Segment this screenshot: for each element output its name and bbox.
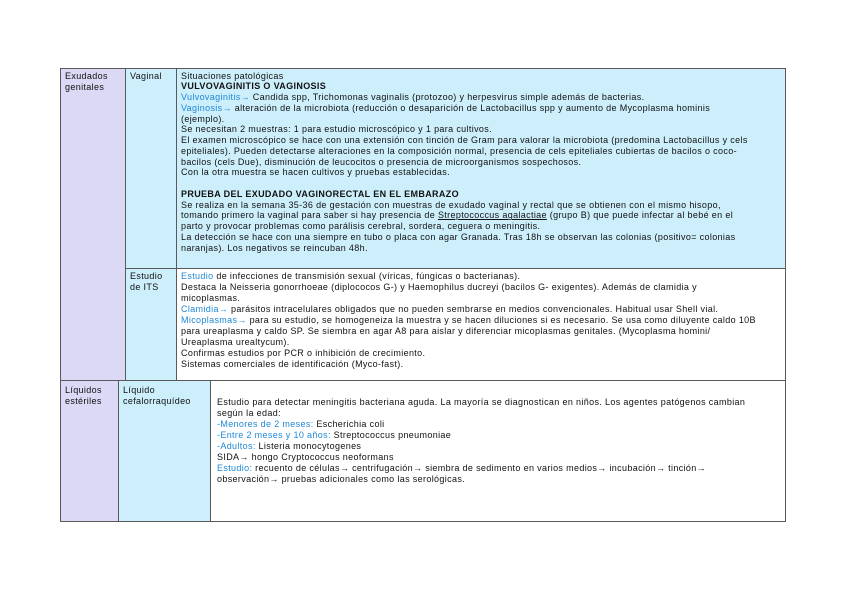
text-segment: Candida spp, Trichomonas vaginalis (protozoo) y herpesvirus simple además de bacterias. [249,92,645,102]
section-heading: VULVOVAGINITIS O VAGINOSIS [181,81,327,92]
subcategory-cell-its [125,268,177,381]
subcategory-label: Estudio de ITS [130,270,163,292]
text-segment: según la edad: [217,407,281,418]
text-line [181,282,781,293]
highlighted-term: Clamidia→ [181,303,229,314]
text-segment: parásitos intracelulares obligados que no pueden sembrarse en medios convencionales. Habitual usar Shell vial. [228,303,719,314]
text-line [181,124,781,135]
category-label: Líquidos estériles [65,384,102,406]
text-segment: para ureaplasma y caldo SP. Se siembra en agar A8 para aislar y diferenciar micoplasmas genitales. (Mycoplasma homini/ [181,325,711,336]
text-segment: micoplasmas. [181,292,241,303]
text-line [217,463,779,474]
text-line [181,71,781,82]
text-line [181,293,781,304]
highlighted-term: Vulvovaginitis→ [181,92,250,102]
blank-line [181,178,781,189]
highlighted-term: Estudio: [217,462,253,473]
text-segment: bacilos (cels Due), disminución de leucocitos o presencia de microorganismos sospechosos. [181,156,582,167]
text-segment: Listeria monocytogenes [255,440,362,451]
text-line [181,337,781,348]
content-cell-vaginal [176,68,786,269]
highlighted-term: -Adultos: [217,440,256,451]
text-segment: Destaca la Neisseria gonorrhoeae (diplococos G-) y Haemophilus ducreyi (bacilos G- exigentes). Además de clamidia y [181,281,697,292]
text-line [181,135,781,146]
text-line [181,315,781,326]
text-segment: parto y provocar problemas como parálisis cerebral, sordera, ceguera o meningitis. [181,221,541,231]
text-segment: Sistemas comerciales de identificación (Myco-fast). [181,358,404,369]
content-cell-lcr [210,380,786,522]
text-line [181,167,781,178]
text-line [217,397,779,408]
text-segment: Se realiza en la semana 35-36 de gestación con muestras de exudado vaginal y rectal que se obtienen con el mismo hisopo, [181,199,721,210]
text-segment: (grupo B) que puede infectar al bebé en el [546,210,734,221]
category-cell-exudados-genitales [60,68,126,381]
text-segment: SIDA→ hongo Cryptococcus neoformans [217,451,394,462]
subcategory-cell-vaginal [125,68,177,269]
highlighted-term: Vaginosis→ [181,102,232,113]
text-segment: tomando primero la vaginal para saber si hay presencia de [181,210,438,221]
text-line [181,189,781,200]
text-segment: Estudio para detectar meningitis bacteriana aguda. La mayoría se diagnostican en niños. Los agentes patógenos cambian [217,396,746,407]
text-segment: Escherichia coli [313,418,385,429]
text-segment: para su estudio, se homogeneiza la muestra y se hacen diluciones si es necesario. Se usa como diluyente caldo 10B [246,314,756,325]
subcategory-label: Líquido cefalorraquídeo [123,384,191,406]
subcategory-label: Vaginal [130,70,162,81]
text-line [181,210,781,221]
text-line [181,200,781,211]
highlighted-term: Micoplasmas→ [181,314,247,325]
section-heading: PRUEBA DEL EXUDADO VAGINORECTAL EN EL EMBARAZO [181,188,459,199]
highlighted-term: -Menores de 2 meses: [217,418,314,429]
text-line [217,419,779,430]
highlighted-term: -Entre 2 meses y 10 años: [217,429,331,440]
text-line [181,326,781,337]
text-line [181,157,781,168]
underlined-term: Streptococcus agalactiae [437,210,547,221]
text-line [181,114,781,125]
highlighted-term: Estudio [181,270,214,281]
text-segment: (ejemplo). [181,113,225,124]
text-line [181,232,781,243]
text-line [181,92,781,103]
text-line [217,430,779,441]
text-segment: El examen microscópico se hace con una extensión con tinción de Gram para valorar la microbiota (predomina Lactobacillus y cels [181,135,748,145]
text-line [217,474,779,485]
text-line [181,271,781,282]
text-segment: Se necesitan 2 muestras: 1 para estudio microscópico y 1 para cultivos. [181,124,492,135]
content-cell-its [176,268,786,381]
text-segment: alteración de la microbiota (reducción o desaparición de Lactobacillus spp y aumento de Mycoplasma hominis [231,102,711,113]
text-segment: naranjas). Los negativos se reincuban 48h. [181,242,368,253]
text-line [181,103,781,114]
category-cell-liquidos-esteriles [60,380,119,522]
subcategory-cell-lcr [118,380,211,522]
text-line [217,441,779,452]
text-segment: Situaciones patológicas [181,70,284,81]
text-line [181,221,781,232]
text-line [181,81,781,92]
text-segment: epiteliales). Pueden detectarse alteraciones en la composición normal, presencia de cels epiteliales cubiertas de bacilos o coco- [181,145,737,156]
text-segment: Ureaplasma urealtycum). [181,336,290,347]
text-line [181,359,781,370]
text-segment: Streptococcus pneumoniae [330,429,452,440]
text-line [181,348,781,359]
text-line [217,452,779,463]
text-line [181,243,781,254]
text-line [181,304,781,315]
text-segment: observación→ pruebas adicionales como las serológicas. [217,473,466,484]
text-line [181,146,781,157]
category-label: Exudados genitales [65,70,108,92]
text-segment: de infecciones de transmisión sexual (víricas, fúngicas o bacterianas). [213,270,521,281]
text-segment: recuento de células→ centrifugación→ siembra de sedimento en varios medios→ incubación→ tinción→ [252,462,706,473]
text-segment: La detección se hace con una siempre en tubo o placa con agar Granada. Tras 18h se observan las colonias (positivo= colonias [181,231,736,242]
text-segment: Confirmas estudios por PCR o inhibición de crecimiento. [181,347,426,358]
text-line [217,408,779,419]
text-segment: Con la otra muestra se hacen cultivos y pruebas establecidas. [181,167,450,178]
